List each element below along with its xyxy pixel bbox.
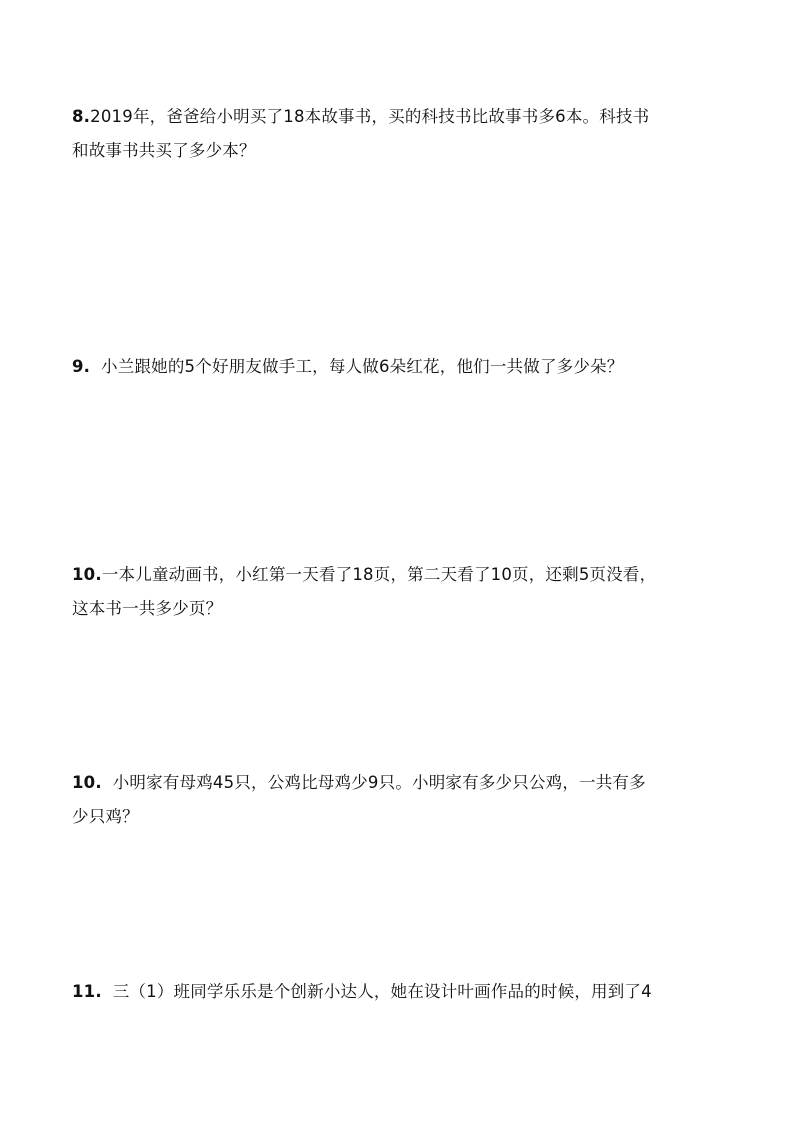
question-line — [72, 558, 722, 592]
question-text: 三（1）班同学乐乐是个创新小达人，她在设计叶画作品的时候，用到了4 — [112, 982, 652, 1001]
question-text: 一本儿童动画书，小红第一天看了18页，第二天看了10页，还剩5页没看， — [101, 565, 657, 584]
question-number: 10. — [72, 773, 102, 792]
question-10-book — [72, 558, 722, 626]
question-line — [72, 350, 722, 384]
question-text: 小兰跟她的5个好朋友做手工，每人做6朵红花，他们一共做了多少朵？ — [101, 357, 624, 376]
question-line — [72, 975, 722, 1009]
question-text: 小明家有母鸡45只，公鸡比母鸡少9只。小明家有多少只公鸡，一共有多 — [112, 773, 646, 792]
question-9 — [72, 350, 722, 384]
question-line — [72, 100, 722, 134]
question-number: 9. — [72, 357, 91, 376]
question-number: 10. — [72, 565, 102, 584]
question-line — [72, 766, 722, 800]
question-number: 8. — [72, 107, 91, 126]
question-11 — [72, 975, 722, 1009]
question-text: 少只鸡？ — [72, 807, 139, 826]
question-number: 11. — [72, 982, 102, 1001]
question-10-chickens — [72, 766, 722, 834]
question-8 — [72, 100, 722, 168]
question-text: 和故事书共买了多少本？ — [72, 141, 256, 160]
question-text: 这本书一共多少页？ — [72, 599, 223, 618]
question-text: 2019年，爸爸给小明买了18本故事书，买的科技书比故事书多6本。科技书 — [90, 107, 650, 126]
